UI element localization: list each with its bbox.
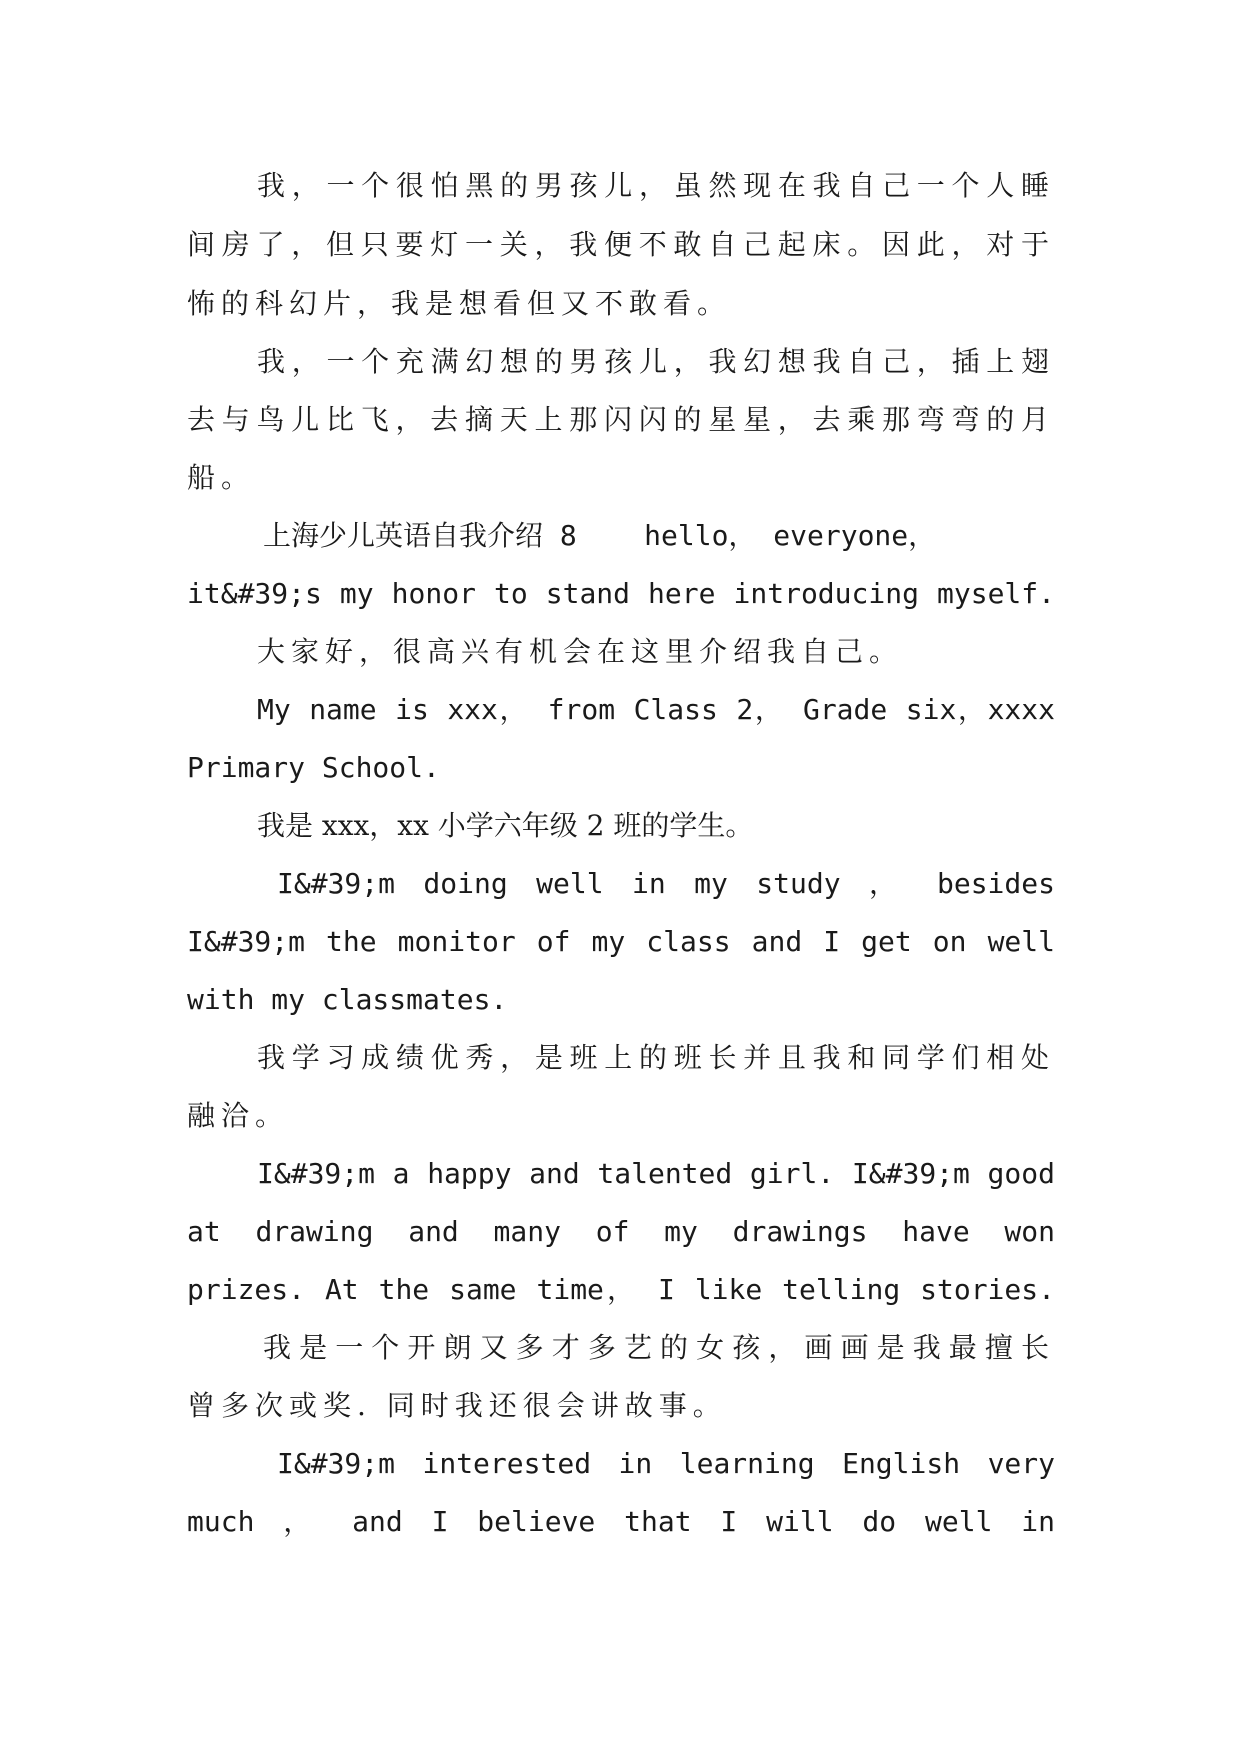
paragraph-line: much ， and I believe that I will do well in (187, 1505, 1055, 1538)
paragraph-line: 间房了，但只要灯一关，我便不敢自己起床。因此，对于 (187, 228, 1055, 261)
paragraph-line: 我学习成绩优秀，是班上的班长并且我和同学们相处 (257, 1041, 1055, 1074)
paragraph-line: with my classmates. (187, 983, 508, 1016)
paragraph-line: 融洽。 (187, 1099, 290, 1132)
paragraph-line: 曾多次或奖. 同时我还很会讲故事。 (187, 1389, 727, 1422)
paragraph-line: Primary School. (187, 751, 440, 784)
paragraph-line: 我是一个开朗又多才多艺的女孩，画画是我最擅长 (263, 1331, 1055, 1364)
paragraph-line: I&#39;m interested in learning English very (277, 1447, 1055, 1480)
paragraph-line: 大家好，很高兴有机会在这里介绍我自己。 (257, 635, 904, 668)
paragraph-line: 我是 xxx，xx 小学六年级 2 班的学生。 (257, 809, 754, 842)
paragraph-line: prizes. At the same time， I like telling stories. (187, 1273, 1055, 1306)
section-heading-line: 上海少儿英语自我介绍 8 hello， everyone， (263, 519, 937, 552)
paragraph-line: 去与鸟儿比飞，去摘天上那闪闪的星星，去乘那弯弯的月 (187, 403, 1055, 436)
paragraph-line: 我，一个充满幻想的男孩儿，我幻想我自己，插上翅 (257, 345, 1055, 378)
paragraph-line: I&#39;m doing well in my study ， besides (277, 867, 1055, 900)
paragraph-line: it&#39;s my honor to stand here introducing myself. (187, 577, 1055, 610)
paragraph-line: 怖的科幻片，我是想看但又不敢看。 (187, 287, 732, 320)
paragraph-line: I&#39;m a happy and talented girl. I&#39;m good (257, 1157, 1055, 1190)
paragraph-line: 船。 (187, 461, 256, 494)
paragraph-line: 我，一个很怕黑的男孩儿，虽然现在我自己一个人睡 (257, 169, 1055, 202)
paragraph-line: My name is xxx， from Class 2， Grade six，xxxx (257, 693, 1055, 726)
paragraph-line: I&#39;m the monitor of my class and I get on well (187, 925, 1055, 958)
paragraph-line: at drawing and many of my drawings have won (187, 1215, 1055, 1248)
